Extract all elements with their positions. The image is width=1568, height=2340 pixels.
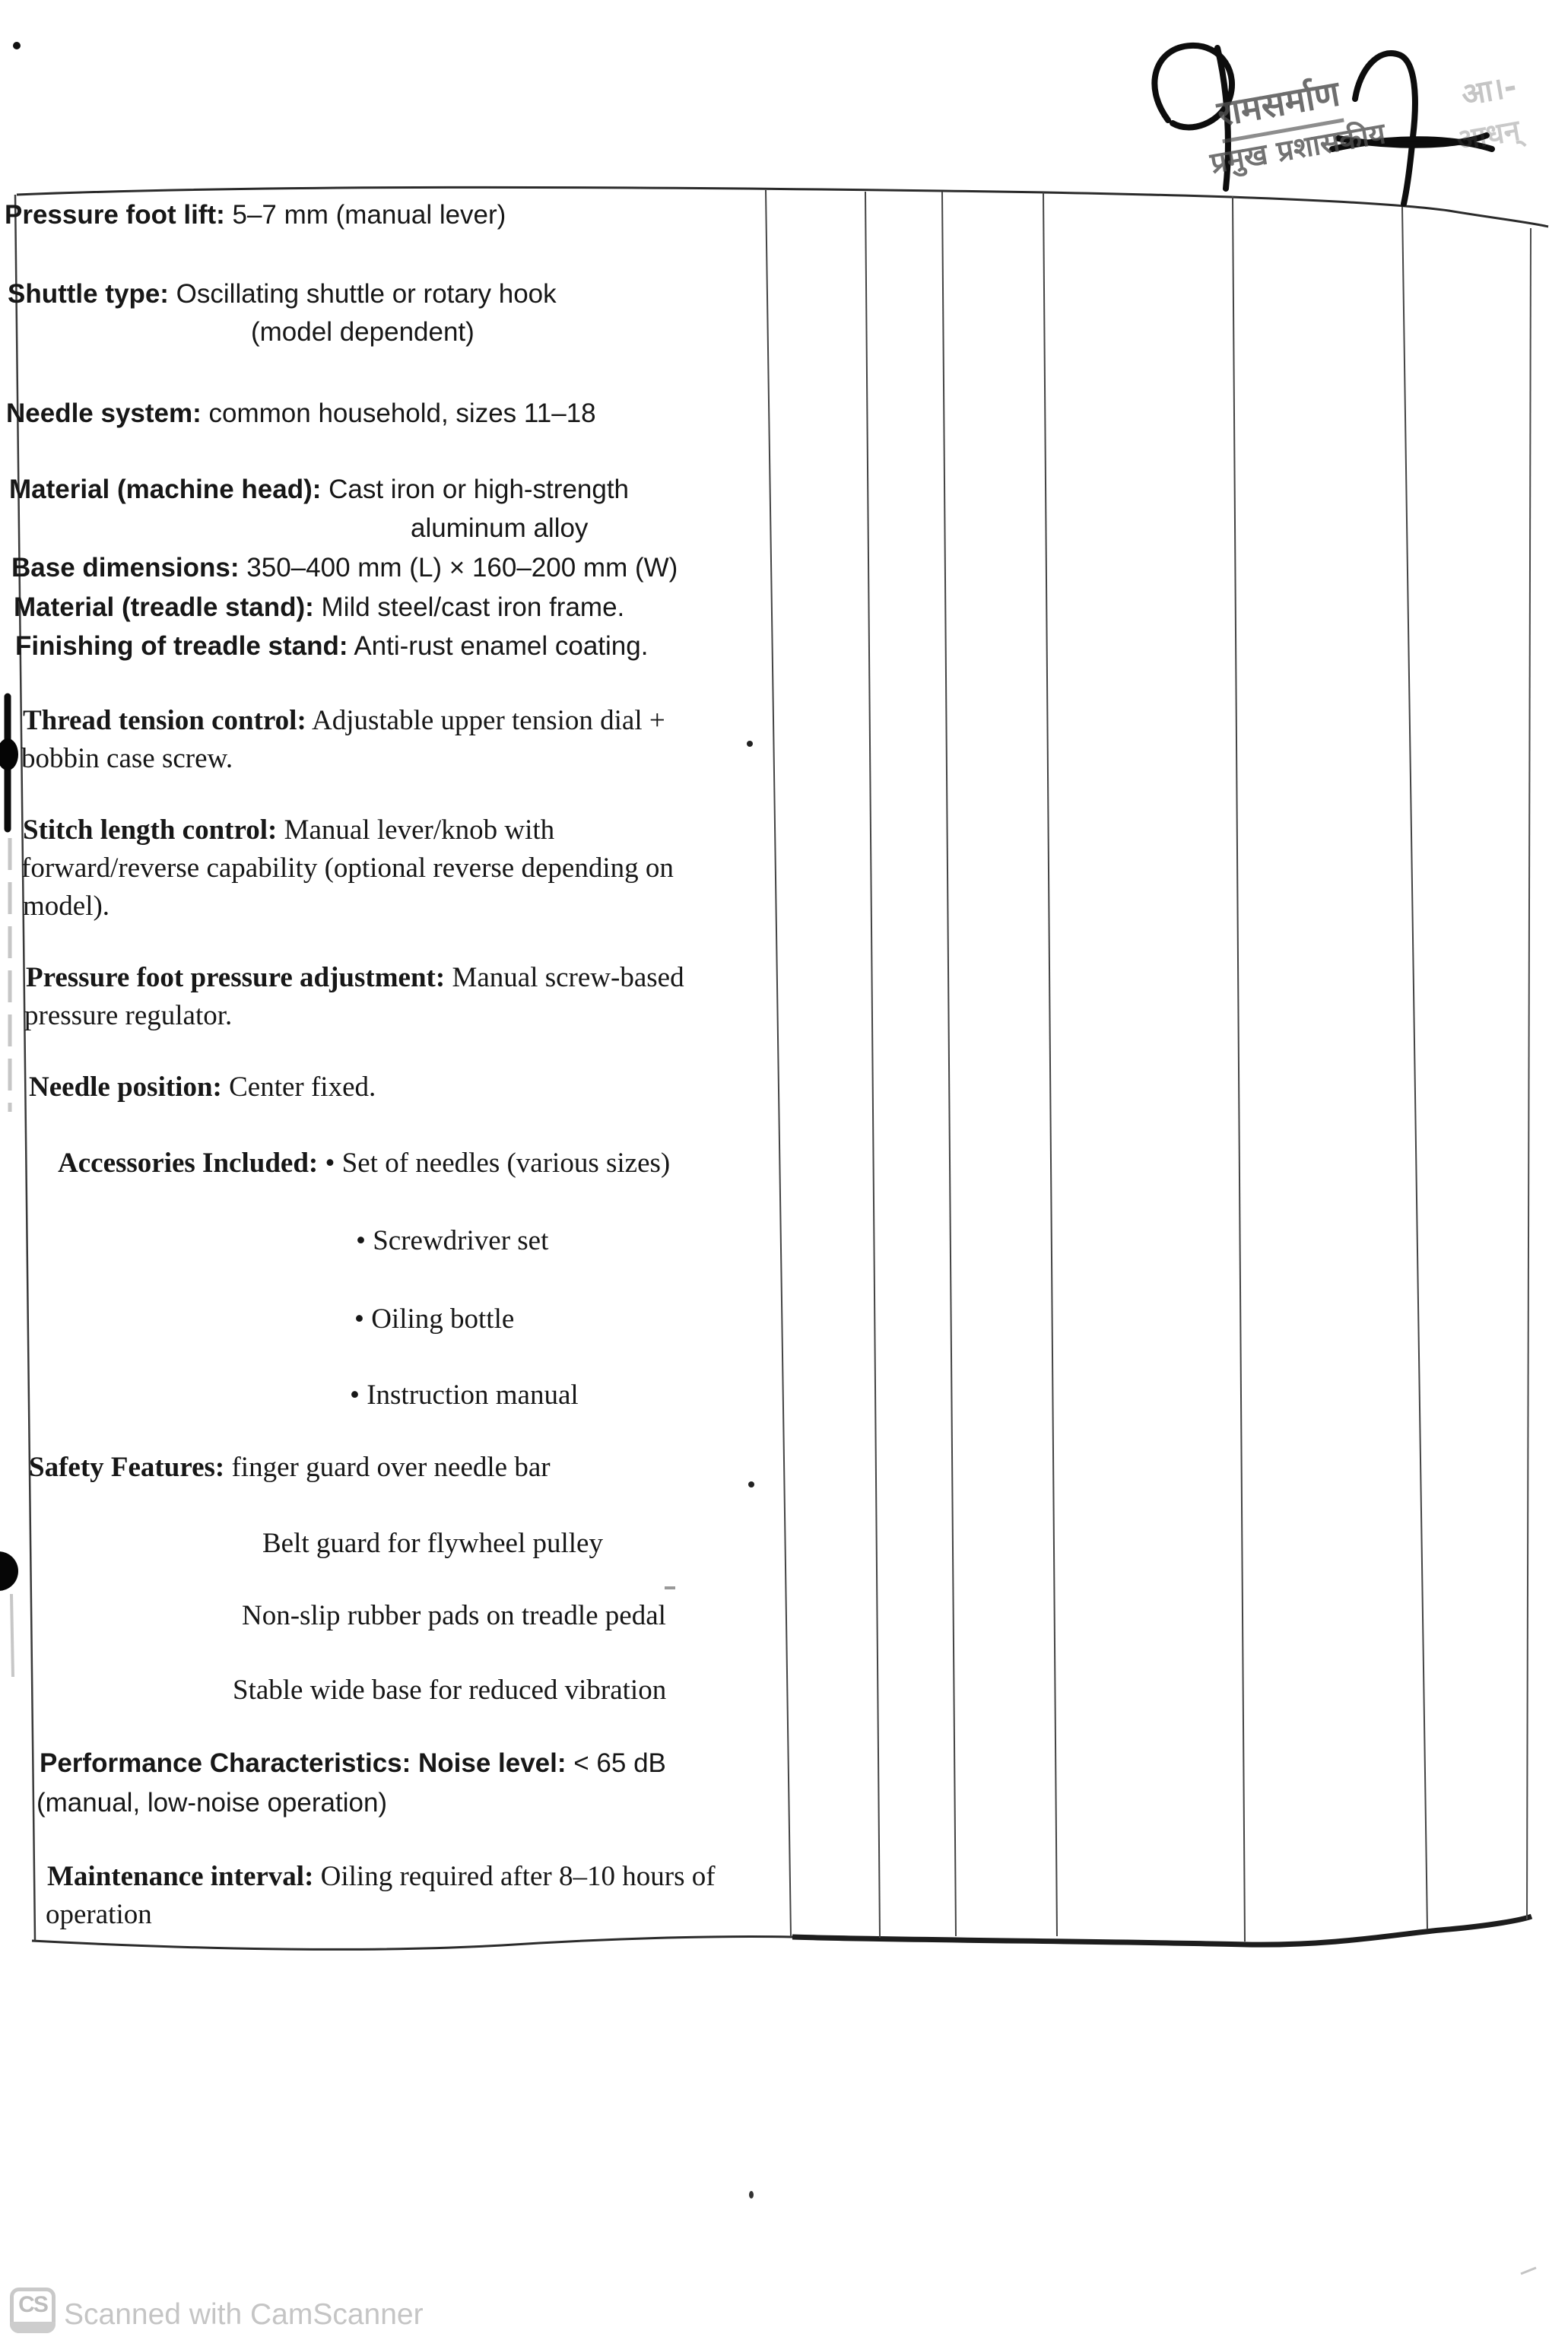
spec-line: [356, 1226, 548, 1257]
spec-line: [233, 1675, 666, 1707]
spec-value: finger guard over needle bar: [224, 1452, 551, 1483]
ink-speck: [1521, 2268, 1536, 2274]
scan-artifact-bump: [0, 738, 18, 770]
spec-value: Anti-rust enamel coating.: [348, 631, 649, 661]
spec-line: [23, 815, 554, 846]
camscanner-footer-text: Scanned with CamScanner: [64, 2298, 424, 2331]
stamp-title-line: प्रमुख प्रशासकीय: [1208, 116, 1389, 180]
spec-value: Adjustable upper tension dial +: [306, 705, 665, 736]
ink-speck: [747, 741, 753, 747]
spec-value: bobbin case screw.: [21, 743, 233, 774]
spec-value: forward/reverse capability (optional reverse depending on: [21, 852, 674, 884]
spec-value: • Set of needles (various sizes): [318, 1148, 671, 1179]
spec-value: aluminum alloy: [411, 513, 589, 543]
spec-line: [411, 514, 588, 544]
scan-artifact-faint-line: [11, 1594, 13, 1677]
spec-label: Pressure foot pressure adjustment:: [26, 962, 446, 993]
spec-label: Maintenance interval:: [47, 1861, 314, 1892]
spec-line: [6, 399, 596, 429]
spec-line: [40, 1749, 666, 1779]
ink-speck: [749, 2191, 754, 2199]
spec-label: Needle system:: [6, 398, 202, 428]
spec-line: [26, 963, 684, 994]
spec-label: Pressure foot lift:: [5, 200, 225, 230]
spec-label: Material (treadle stand):: [14, 592, 314, 622]
ink-speck: [13, 42, 21, 49]
spec-line: [262, 1529, 603, 1560]
spec-line: [37, 1789, 387, 1818]
table-bottom-border-thick: [792, 1916, 1531, 1945]
spec-label: Performance Characteristics: Noise level:: [40, 1748, 567, 1778]
table-left-border: [15, 195, 35, 1941]
spec-value: operation: [46, 1899, 152, 1930]
spec-line: [11, 554, 678, 583]
spec-line: [350, 1380, 579, 1411]
spec-value: common household, sizes 11–18: [201, 398, 596, 428]
spec-line: [29, 1453, 551, 1484]
spec-line: [9, 475, 629, 505]
spec-line: [47, 1862, 716, 1893]
spec-line: [8, 280, 557, 310]
spec-line: [354, 1304, 514, 1335]
spec-label: Finishing of treadle stand:: [15, 631, 348, 661]
spec-value: Belt guard for flywheel pulley: [262, 1528, 603, 1559]
spec-line: [46, 1900, 152, 1931]
table-divider: [1233, 196, 1245, 1942]
camscanner-logo: [10, 2288, 56, 2333]
spec-line: [14, 593, 624, 623]
stamp-name-line: रामसर्माण: [1214, 68, 1344, 143]
camscanner-logo-tab: [10, 2322, 56, 2333]
spec-value: Oiling required after 8–10 hours of: [313, 1861, 716, 1892]
spec-label: Safety Features:: [29, 1452, 225, 1483]
spec-value: Manual screw-based: [445, 962, 684, 993]
spec-line: [58, 1148, 670, 1180]
spec-label: Stitch length control:: [23, 814, 278, 846]
spec-line: [5, 201, 506, 230]
spec-value: • Instruction manual: [350, 1380, 579, 1411]
spec-label: Base dimensions:: [11, 553, 240, 583]
spec-line: [15, 632, 648, 662]
spec-line: [23, 891, 110, 922]
ink-speck: [748, 1481, 754, 1488]
spec-value: Oscillating shuttle or rotary hook: [168, 279, 557, 309]
spec-value: < 65 dB: [566, 1748, 666, 1778]
spec-value: pressure regulator.: [24, 1000, 233, 1031]
table-divider: [1402, 207, 1427, 1929]
ink-speck: [665, 1586, 675, 1589]
table-divider: [942, 192, 956, 1936]
stamp-faint-fragment: आधन्: [1454, 113, 1523, 157]
spec-line: [29, 1072, 376, 1103]
spec-label: Accessories Included:: [58, 1148, 319, 1179]
spec-value: 350–400 mm (L) × 160–200 mm (W): [239, 553, 678, 583]
spec-value: Mild steel/cast iron frame.: [313, 592, 625, 622]
spec-value: (manual, low-noise operation): [37, 1788, 388, 1818]
table-right-border: [1527, 228, 1531, 1919]
spec-label: Material (machine head):: [9, 475, 322, 504]
spec-value: Center fixed.: [221, 1072, 376, 1103]
spec-line: [21, 853, 674, 884]
spec-value: Cast iron or high-strength: [321, 475, 630, 504]
spec-value: • Oiling bottle: [354, 1303, 515, 1335]
spec-value: Stable wide base for reduced vibration: [233, 1675, 667, 1706]
stamp-faint-fragment: आ।-: [1458, 68, 1519, 113]
spec-line: [24, 1001, 232, 1032]
camscanner-logo-text: CS: [18, 2292, 47, 2317]
spec-line: [21, 744, 233, 775]
spec-value: 5–7 mm (manual lever): [224, 200, 506, 230]
spec-line: [23, 706, 665, 737]
spec-label: Thread tension control:: [23, 705, 306, 736]
table-divider: [865, 192, 880, 1938]
spec-value: Non-slip rubber pads on treadle pedal: [242, 1600, 666, 1631]
spec-value: model).: [23, 891, 110, 922]
spec-label: Needle position:: [29, 1072, 222, 1103]
scan-artifact-blob: [0, 1551, 18, 1591]
spec-label: Shuttle type:: [8, 279, 169, 309]
table-divider: [766, 190, 791, 1937]
spec-value: • Screwdriver set: [356, 1225, 549, 1256]
spec-line: [251, 318, 475, 348]
spec-line: [242, 1601, 666, 1632]
table-divider: [1043, 192, 1057, 1936]
spec-value: (model dependent): [251, 317, 475, 347]
spec-value: Manual lever/knob with: [277, 814, 555, 846]
